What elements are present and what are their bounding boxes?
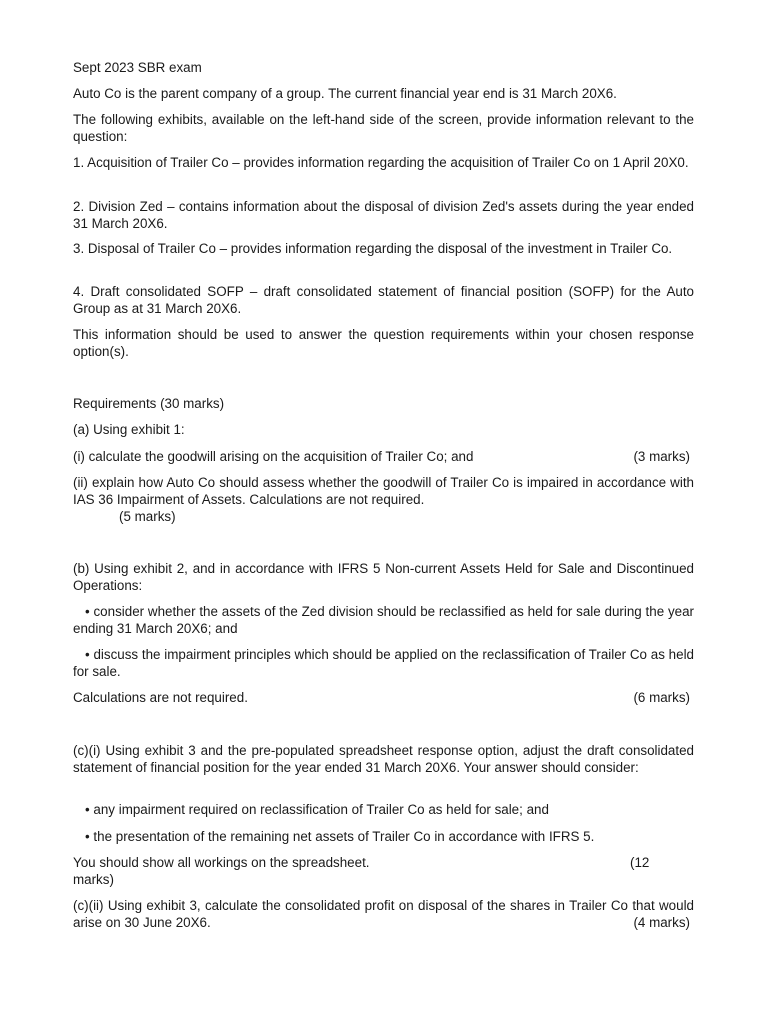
- requirement-c-bullet-1-text: • any impairment required on reclassification of Trailer Co as held for sale; and: [85, 802, 549, 817]
- intro-paragraph: Auto Co is the parent company of a group. The current financial year end is 31 March 20X6.: [73, 86, 617, 101]
- requirement-c-i-marks-part-2: marks): [73, 872, 114, 887]
- requirement-c-ii-text: (c)(ii) Using exhibit 3, calculate the consolidated profit on disposal of the shares in Trailer Co that would arise on 30 June 20X6.: [73, 898, 694, 930]
- requirement-a-ii-text: (ii) explain how Auto Co should assess whether the goodwill of Trailer Co is impaired in accordance with IAS 36 Impairment of Assets. Calculations are not required.: [73, 475, 694, 507]
- requirement-b-bullet-2-text: • discuss the impairment principles which should be applied on the reclassification of Trailer Co as held for sale.: [73, 647, 694, 679]
- requirement-a-i-marks: (3 marks): [633, 449, 690, 464]
- requirement-a-ii-marks: (5 marks): [119, 509, 176, 524]
- exam-title: Sept 2023 SBR exam: [73, 60, 202, 75]
- requirement-a-lead: (a) Using exhibit 1:: [73, 422, 185, 437]
- requirement-b-bullet-1: [73, 604, 694, 637]
- requirement-c-i-marks-part-1: (12: [630, 855, 650, 870]
- requirement-c-workings-text: You should show all workings on the spreadsheet.: [73, 855, 370, 870]
- exhibit-item-3: 3. Disposal of Trailer Co – provides information regarding the disposal of the investment in Trailer Co.: [73, 241, 673, 256]
- requirement-b-calc-note-text: Calculations are not required.: [73, 690, 248, 705]
- requirement-c-bullet-2-text: • the presentation of the remaining net assets of Trailer Co in accordance with IFRS 5.: [85, 829, 595, 844]
- exhibit-item-1: 1. Acquisition of Trailer Co – provides information regarding the acquisition of Trailer Co on 1 April 20X0.: [73, 155, 689, 170]
- requirement-b-lead: (b) Using exhibit 2, and in accordance with IFRS 5 Non-current Assets Held for Sale and Discontinued Operations:: [73, 561, 694, 593]
- requirement-a-i: [73, 449, 694, 466]
- requirement-a-i-text: (i) calculate the goodwill arising on the acquisition of Trailer Co; and: [73, 449, 474, 464]
- requirement-b-bullet-2: [73, 647, 694, 680]
- exhibit-item-2: 2. Division Zed – contains information about the disposal of division Zed's assets during the year ended 31 March 20X6.: [73, 199, 694, 231]
- requirements-title: Requirements (30 marks): [73, 396, 225, 411]
- requirement-b-calc-note: [73, 690, 694, 707]
- requirement-c-i-lead: (c)(i) Using exhibit 3 and the pre-populated spreadsheet response option, adjust the draft consolidated statement of financial position for the year ended 31 March 20X6. Your answer should consider:: [73, 743, 694, 775]
- use-information-paragraph: This information should be used to answer the question requirements within your chosen response option(s).: [73, 327, 694, 359]
- requirement-b-marks: (6 marks): [633, 690, 690, 705]
- requirement-c-ii-marks: (4 marks): [633, 915, 690, 930]
- requirement-b-bullet-1-text: • consider whether the assets of the Zed division should be reclassified as held for sale during the year ending 31 March 20X6; and: [73, 604, 694, 636]
- exhibits-intro-paragraph: The following exhibits, available on the left-hand side of the screen, provide information relevant to the question:: [73, 112, 694, 144]
- requirement-c-workings: [73, 855, 694, 872]
- requirement-c-bullet-1: [73, 802, 694, 819]
- exhibit-item-4: 4. Draft consolidated SOFP – draft consolidated statement of financial position (SOFP) for the Auto Group as at 31 March 20X6.: [73, 284, 694, 316]
- requirement-c-bullet-2: [73, 829, 694, 846]
